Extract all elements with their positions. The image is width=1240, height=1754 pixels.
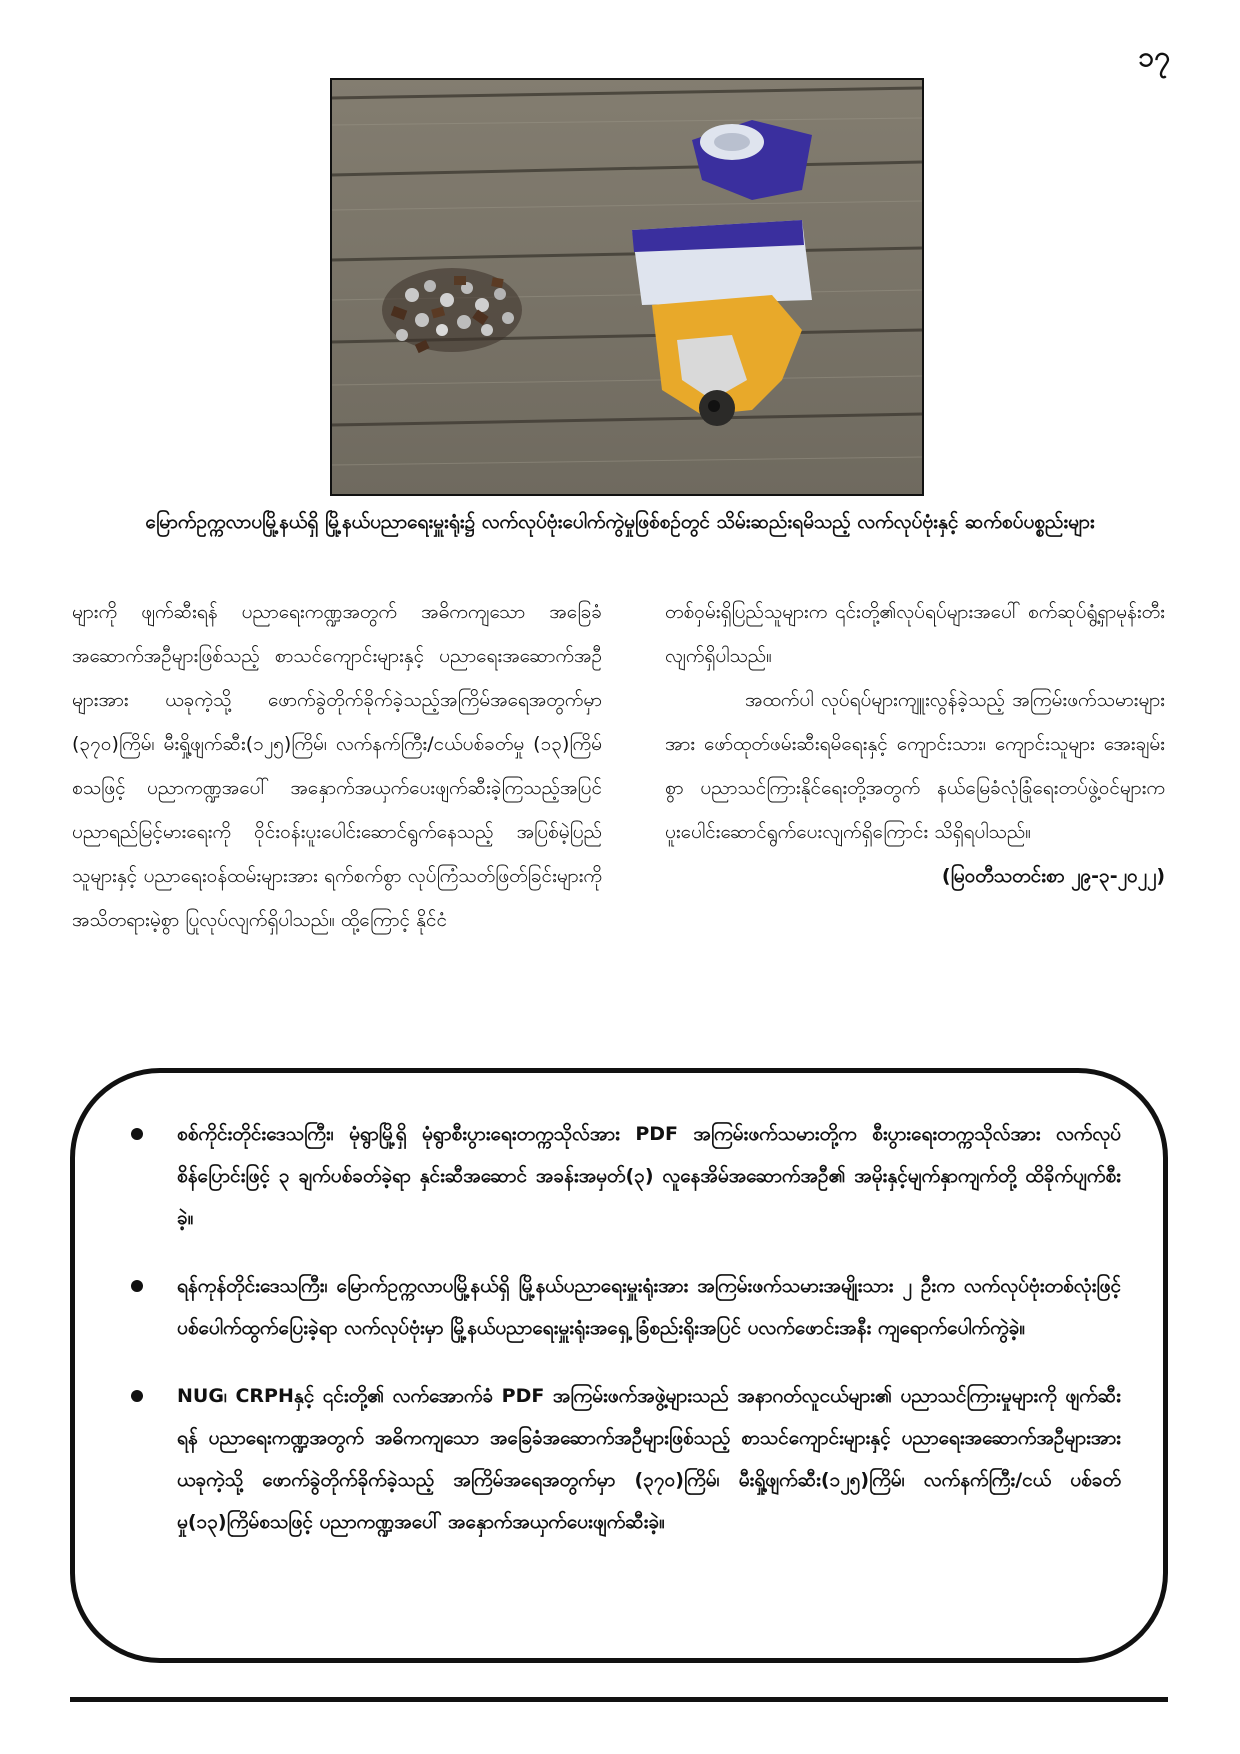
evidence-photo xyxy=(330,78,924,496)
bullet-text: ရန်ကုန်တိုင်းဒေသကြီး၊ မြောက်ဥက္ကလာပမြို့နယ်ရှိ မြို့နယ်ပညာရေးမှူးရုံးအား အကြမ်းဖက်သမားအမျိုးသား ၂ ဦးက လက်လုပ်ဗုံးတစ်လုံးဖြင့် ပစ်ပေါက်ထွက်ပြေးခဲ့ရာ လက်လုပ်ဗုံးမှာ မြို့နယ်ပညာရေးမှူးရုံးအရှေ့ ခြံစည်းရိုးအပြင် ပလက်ဖောင်းအနီး ကျရောက်ပေါက်ကွဲခဲ့။ xyxy=(177,1275,1121,1339)
right-column xyxy=(665,590,1165,898)
bullet-item xyxy=(131,1375,1121,1543)
bullet-dot-icon xyxy=(131,1280,143,1292)
summary-box xyxy=(70,1068,1168,1663)
right-column-paragraph-1: တစ်ဝှမ်းရှိပြည်သူများက ၎င်းတို့၏လုပ်ရပ်များအပေါ် စက်ဆုပ်ရွံ့ရှာမုန်းတီးလျက်ရှိပါသည်။ xyxy=(665,601,1165,667)
bullet-item xyxy=(131,1113,1121,1239)
bullet-text: NUG၊ CRPHနှင့် ၎င်းတို့၏ လက်အောက်ခံ PDF အကြမ်းဖက်အဖွဲ့များသည် အနာဂတ်လူငယ်များ၏ ပညာသင်ကြားမှုများကို ဖျက်ဆီးရန် ပညာရေးကဏ္ဍအတွက် အဓိကကျသော အခြေခံအဆောက်အဦများဖြစ်သည့် စာသင်ကျောင်းများနှင့် ပညာရေးအဆောက်အဦများအား ယခုကဲ့သို့ ဖောက်ခွဲတိုက်ခိုက်ခဲ့သည့် အကြိမ်အရေအတွက်မှာ (၃၇၀)ကြိမ်၊ မီးရှို့ဖျက်ဆီး(၁၂၅)ကြိမ်၊ လက်နက်ကြီး/ငယ် ပစ်ခတ်မှု(၁၃)ကြိမ်စသဖြင့် ပညာကဏ္ဍအပေါ် အနှောက်အယှက်ပေးဖျက်ဆီးခဲ့။ xyxy=(177,1385,1121,1533)
page-number: ၁၇ xyxy=(1138,40,1170,73)
photo-caption: မြောက်ဥက္ကလာပမြို့နယ်ရှိ မြို့နယ်ပညာရေးမှူးရုံး၌ လက်လုပ်ဗုံးပေါက်ကွဲမှုဖြစ်စဉ်တွင် သိမ်းဆည်းရမိသည့် လက်လုပ်ဗုံးနှင့် ဆက်စပ်ပစ္စည်းများ xyxy=(145,511,1095,533)
bullet-dot-icon xyxy=(131,1128,143,1140)
bullet-list xyxy=(131,1113,1121,1569)
left-column-text: များကို ဖျက်ဆီးရန် ပညာရေးကဏ္ဍအတွက် အဓိကကျသော အခြေခံအဆောက်အဦများဖြစ်သည့် စာသင်ကျောင်းများနှင့် ပညာရေးအဆောက်အဦများအား ယခုကဲ့သို့ ဖောက်ခွဲတိုက်ခိုက်ခဲ့သည့်အကြိမ်အရေအတွက်မှာ (၃၇၀)ကြိမ်၊ မီးရှို့ဖျက်ဆီး(၁၂၅)ကြိမ်၊ လက်နက်ကြီး/ငယ်ပစ်ခတ်မှု (၁၃)ကြိမ်စသဖြင့် ပညာကဏ္ဍအပေါ် အနှောက်အယှက်ပေးဖျက်ဆီးခဲ့ကြသည့်အပြင် ပညာရည်မြင့်မားရေးကို ဝိုင်းဝန်းပူးပေါင်းဆောင်ရွက်နေသည့် အပြစ်မဲ့ပြည်သူများနှင့် ပညာရေးဝန်ထမ်းများအား ရက်စက်စွာ လုပ်ကြံသတ်ဖြတ်ခြင်းများကို အသိတရားမဲ့စွာ ပြုလုပ်လျက်ရှိပါသည်။ ထို့ကြောင့် နိုင်ငံ xyxy=(72,601,602,931)
bullet-item xyxy=(131,1265,1121,1349)
bullet-text: စစ်ကိုင်းတိုင်းဒေသကြီး၊ မုံရွာမြို့ရှိ မုံရွာစီးပွားရေးတက္ကသိုလ်အား PDF အကြမ်းဖက်သမားတို့က စီးပွားရေးတက္ကသိုလ်အား လက်လုပ်စိန်ပြောင်းဖြင့် ၃ ချက်ပစ်ခတ်ခဲ့ရာ နှင်းဆီအဆောင် အခန်းအမှတ်(၃) လူနေအိမ်အဆောက်အဦ၏ အမိုးနှင့်မျက်နှာကျက်တို့ ထိခိုက်ပျက်စီးခဲ့။ xyxy=(177,1123,1121,1229)
bullet-dot-icon xyxy=(131,1390,143,1402)
news-citation: (မြဝတီသတင်းစာ ၂၉-၃-၂၀၂၂) xyxy=(941,865,1165,887)
right-column-paragraph-2: အထက်ပါ လုပ်ရပ်များကျူးလွန်ခဲ့သည့် အကြမ်းဖက်သမားများအား ဖော်ထုတ်ဖမ်းဆီးရမိရေးနှင့် ကျောင်းသား၊ ကျောင်းသူများ အေးချမ်းစွာ ပညာသင်ကြားနိုင်ရေးတို့အတွက် နယ်မြေခံလုံခြုံရေးတပ်ဖွဲ့ဝင်များက ပူးပေါင်းဆောင်ရွက်ပေးလျက်ရှိကြောင်း သိရှိရပါသည်။ xyxy=(665,689,1165,843)
bottom-divider xyxy=(70,1697,1168,1702)
